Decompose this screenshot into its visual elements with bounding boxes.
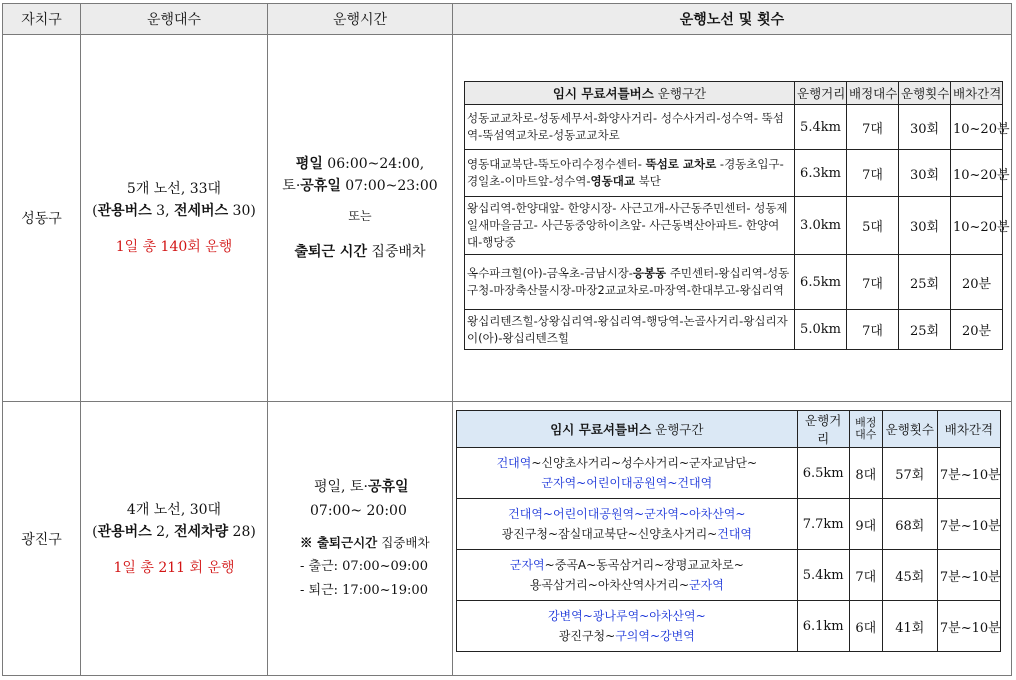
interval: 10~20분 [951,197,1003,255]
header-district: 자치구 [3,4,81,35]
fleet-seongdong [81,35,268,402]
header-row [3,4,1012,35]
interval: 7분~10분 [937,448,1000,499]
hours-or: 또는 [348,209,372,223]
row-seongdong [3,35,1012,402]
hours-gwangjin [268,402,453,676]
hours-rush-in: - 출근: 07:00~09:00 [300,558,428,574]
col-interval: 배차간격 [951,82,1003,105]
route-table-header [465,82,1003,105]
table-row [457,601,1001,652]
col-buses: 배정대수 [849,411,882,448]
fleet-summary: 4개 노선, 30대 [126,501,222,518]
buses: 6대 [849,601,882,652]
route-text: 건대역~어린이대공원역~군자역~아차산역~ 광진구청~잠실대교북단~신양초사거리~건대역 [457,499,798,550]
hours-weekday: 평일 06:00~24:00, [295,156,425,172]
distance: 3.0km [795,197,847,255]
fleet-breakdown: (관용버스 2, 전세차량 28) [92,523,256,540]
hours-rush-out: - 퇴근: 17:00~19:00 [300,582,428,598]
distance: 6.3km [795,150,847,197]
interval: 7분~10분 [937,499,1000,550]
interval: 7분~10분 [937,601,1000,652]
col-interval: 배차간격 [937,411,1000,448]
route-text: 건대역~신양초사거리~성수사거리~군자교남단~ 군자역~어린이대공원역~건대역 [457,448,798,499]
trips: 30회 [899,105,951,150]
route-text: 군자역~중곡A~동곡삼거리~장평교교차로~ 용곡삼거리~아차산역사거리~군자역 [457,550,798,601]
col-trips: 운행횟수 [882,411,937,448]
distance: 6.5km [797,448,849,499]
hours-weekend: 토·공휴일 07:00~23:00 [282,178,438,194]
distance: 6.5km [795,255,847,310]
table-row [457,448,1001,499]
interval: 10~20분 [951,105,1003,150]
route-text: 강변역~광나루역~아차산역~ 광진구청~구의역~강변역 [457,601,798,652]
fleet-summary: 5개 노선, 33대 [126,181,222,197]
route-text: 성동교교차로-성동세무서-화양사거리- 성수사거리-성수역- 뚝섬역-뚝섬역교차로-성동교교차로 [465,105,795,150]
fleet-breakdown: (관용버스 3, 전세버스 30) [92,203,256,219]
route-text: 왕십리텐즈힐-상왕십리역-왕십리역-행당역-논골사거리-왕십리자이(아)-왕십리텐즈힐 [465,310,795,350]
interval: 10~20분 [951,150,1003,197]
distance: 5.4km [797,550,849,601]
col-route: 임시 무료셔틀버스 운행구간 [457,411,798,448]
district-seongdong: 성동구 [3,35,81,402]
routes-gwangjin [453,402,1012,676]
table-row [457,499,1001,550]
district-gwangjin: 광진구 [3,402,81,676]
col-route: 임시 무료셔틀버스 운행구간 [465,82,795,105]
col-distance: 운행거리 [795,82,847,105]
table-row [465,197,1003,255]
route-table-header [457,411,1001,448]
interval: 20분 [951,255,1003,310]
distance: 5.4km [795,105,847,150]
col-distance: 운행거리 [797,411,849,448]
buses: 7대 [849,550,882,601]
hours-seongdong [268,35,453,402]
buses: 9대 [849,499,882,550]
header-fleet: 운행대수 [81,4,268,35]
trips: 30회 [899,150,951,197]
hours-rush: 출퇴근 시간 집중배차 [294,244,426,260]
row-gwangjin [3,402,1012,676]
table-row [465,310,1003,350]
trips: 57회 [882,448,937,499]
col-trips: 운행횟수 [899,82,951,105]
distance: 6.1km [797,601,849,652]
interval: 7분~10분 [937,550,1000,601]
table-row [465,150,1003,197]
header-hours: 운행시간 [268,4,453,35]
daily-trips: 1일 총 211 회 운행 [113,559,235,576]
buses: 7대 [847,150,899,197]
trips: 68회 [882,499,937,550]
daily-trips: 1일 총 140회 운행 [115,239,233,255]
col-buses: 배정대수 [847,82,899,105]
trips: 30회 [899,197,951,255]
distance: 7.7km [797,499,849,550]
hours-rush: ※ 출퇴근시간 집중배차 [300,534,430,550]
header-routes: 운행노선 및 횟수 [453,4,1012,35]
route-table-gwangjin [456,410,1001,652]
buses: 7대 [847,105,899,150]
hours-all: 평일, 토·공휴일 [314,478,409,495]
routes-seongdong [453,35,1012,402]
table-row [465,105,1003,150]
interval: 20분 [951,310,1003,350]
buses: 7대 [847,255,899,310]
distance: 5.0km [795,310,847,350]
trips: 25회 [899,255,951,310]
buses: 8대 [849,448,882,499]
trips: 25회 [899,310,951,350]
table-row [457,550,1001,601]
route-text: 왕십리역-한양대앞- 한양시장- 사근고개-사근동주민센터- 성동제일새마을금고- 사근동중앙하이츠앞- 사근동벽산아파트- 한양여대-행당중 [465,197,795,255]
table-row [465,255,1003,310]
route-table-seongdong [464,81,1010,350]
route-text: 영동대교북단-뚝도아리수정수센터- 뚝섬로 교차로 -경동초입구-경일초-이마트앞-성수역-영동대교 북단 [465,150,795,197]
shuttle-bus-table [2,3,1012,676]
fleet-gwangjin [81,402,268,676]
trips: 45회 [882,550,937,601]
hours-time: 07:00~ 20:00 [310,502,407,519]
route-text: 옥수파크힐(아)-금옥초-금남시장-응봉동 주민센터-왕십리역-성동구청-마장축산물시장-마장2교교차로-마장역-한대부고-왕십리역 [465,255,795,310]
trips: 41회 [882,601,937,652]
buses: 5대 [847,197,899,255]
buses: 7대 [847,310,899,350]
